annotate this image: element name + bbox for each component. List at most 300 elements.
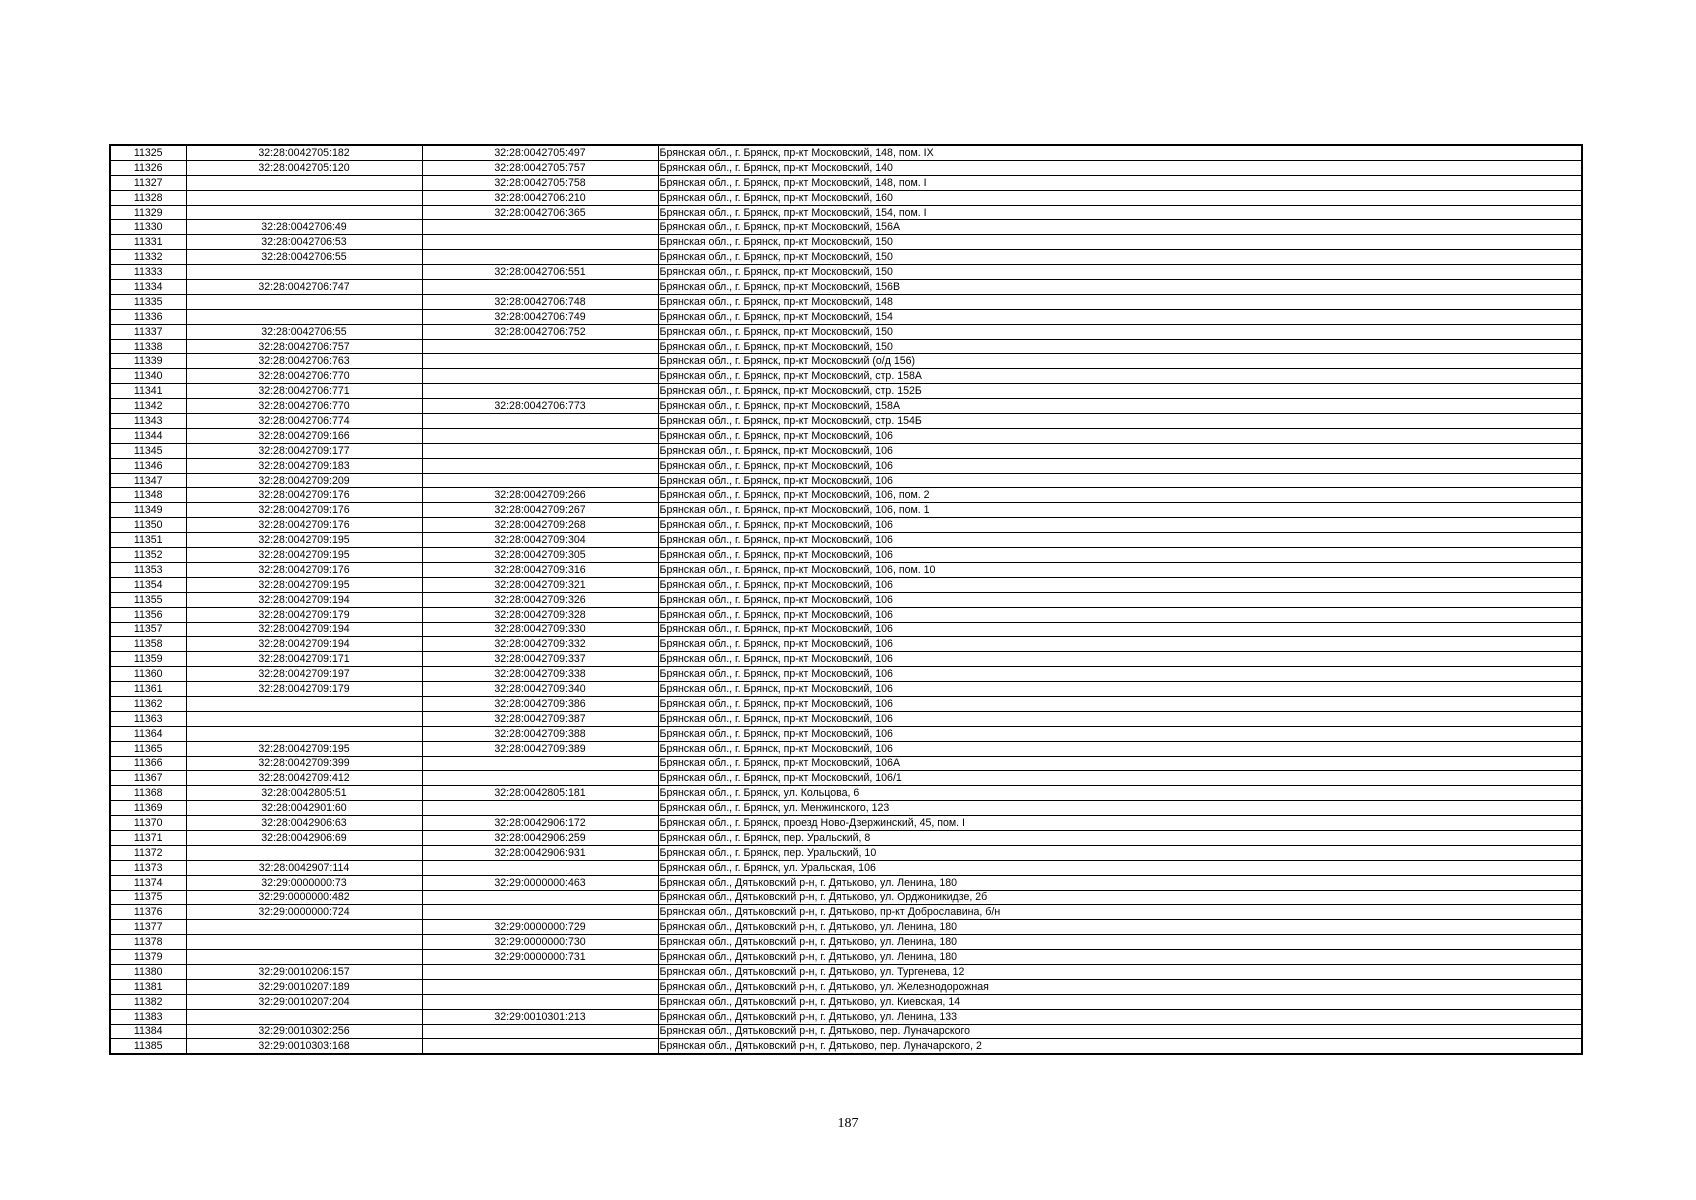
table-row xyxy=(110,756,1582,771)
land-cadastral-number-cell: 32:28:0042709:171 xyxy=(186,652,422,667)
table-row xyxy=(110,175,1582,190)
land-cadastral-number-cell: 32:29:0010207:204 xyxy=(186,994,422,1009)
object-cadastral-number-cell: 32:28:0042805:181 xyxy=(422,786,658,801)
object-cadastral-number-cell: 32:29:0000000:463 xyxy=(422,875,658,890)
land-cadastral-number-cell: 32:28:0042709:209 xyxy=(186,473,422,488)
object-cadastral-number-cell xyxy=(422,994,658,1009)
row-number-cell: 11372 xyxy=(110,845,186,860)
row-number-cell: 11367 xyxy=(110,771,186,786)
row-number-cell: 11370 xyxy=(110,816,186,831)
object-cadastral-number-cell: 32:28:0042709:267 xyxy=(422,503,658,518)
row-number-cell: 11350 xyxy=(110,518,186,533)
address-cell: Брянская обл., Дятьковский р-н, г. Дятьково, ул. Железнодорожная xyxy=(658,979,1582,994)
row-number-cell: 11385 xyxy=(110,1039,186,1054)
object-cadastral-number-cell: 32:28:0042709:305 xyxy=(422,548,658,563)
table-row xyxy=(110,399,1582,414)
row-number-cell: 11375 xyxy=(110,890,186,905)
row-number-cell: 11348 xyxy=(110,488,186,503)
land-cadastral-number-cell: 32:29:0010303:168 xyxy=(186,1039,422,1054)
row-number-cell: 11361 xyxy=(110,682,186,697)
row-number-cell: 11329 xyxy=(110,205,186,220)
land-cadastral-number-cell: 32:28:0042706:774 xyxy=(186,414,422,429)
object-cadastral-number-cell: 32:28:0042709:330 xyxy=(422,622,658,637)
land-cadastral-number-cell: 32:28:0042709:176 xyxy=(186,518,422,533)
address-cell: Брянская обл., г. Брянск, проезд Ново-Дзержинский, 45, пом. I xyxy=(658,816,1582,831)
table-row xyxy=(110,533,1582,548)
row-number-cell: 11365 xyxy=(110,741,186,756)
land-cadastral-number-cell xyxy=(186,205,422,220)
object-cadastral-number-cell xyxy=(422,860,658,875)
address-cell: Брянская обл., г. Брянск, пр-кт Московский, 106 xyxy=(658,652,1582,667)
object-cadastral-number-cell xyxy=(422,473,658,488)
land-cadastral-number-cell: 32:28:0042706:763 xyxy=(186,354,422,369)
table-row xyxy=(110,384,1582,399)
row-number-cell: 11332 xyxy=(110,250,186,265)
registry-table-body xyxy=(110,145,1582,1054)
object-cadastral-number-cell: 32:29:0000000:731 xyxy=(422,950,658,965)
table-row xyxy=(110,875,1582,890)
row-number-cell: 11357 xyxy=(110,622,186,637)
row-number-cell: 11330 xyxy=(110,220,186,235)
address-cell: Брянская обл., г. Брянск, пер. Уральский, 8 xyxy=(658,830,1582,845)
object-cadastral-number-cell: 32:28:0042906:172 xyxy=(422,816,658,831)
row-number-cell: 11359 xyxy=(110,652,186,667)
address-cell: Брянская обл., г. Брянск, пр-кт Московский, 106 xyxy=(658,577,1582,592)
object-cadastral-number-cell xyxy=(422,1024,658,1039)
land-cadastral-number-cell: 32:28:0042709:197 xyxy=(186,667,422,682)
row-number-cell: 11366 xyxy=(110,756,186,771)
table-row xyxy=(110,250,1582,265)
address-cell: Брянская обл., г. Брянск, пр-кт Московский, 150 xyxy=(658,265,1582,280)
table-row xyxy=(110,696,1582,711)
table-row xyxy=(110,1039,1582,1054)
row-number-cell: 11377 xyxy=(110,920,186,935)
object-cadastral-number-cell xyxy=(422,771,658,786)
row-number-cell: 11341 xyxy=(110,384,186,399)
address-cell: Брянская обл., Дятьковский р-н, г. Дятьково, пр-кт Доброславина, б/н xyxy=(658,905,1582,920)
row-number-cell: 11340 xyxy=(110,369,186,384)
table-row xyxy=(110,473,1582,488)
address-cell: Брянская обл., Дятьковский р-н, г. Дятьково, ул. Орджоникидзе, 2б xyxy=(658,890,1582,905)
address-cell: Брянская обл., г. Брянск, пр-кт Московский (о/д 156) xyxy=(658,354,1582,369)
address-cell: Брянская обл., г. Брянск, пр-кт Московский, 106, пом. 10 xyxy=(658,562,1582,577)
table-row xyxy=(110,1024,1582,1039)
address-cell: Брянская обл., г. Брянск, пр-кт Московский, 106 xyxy=(658,741,1582,756)
land-cadastral-number-cell xyxy=(186,950,422,965)
object-cadastral-number-cell xyxy=(422,339,658,354)
land-cadastral-number-cell: 32:28:0042706:55 xyxy=(186,324,422,339)
land-cadastral-number-cell: 32:28:0042705:182 xyxy=(186,145,422,160)
land-cadastral-number-cell: 32:28:0042901:60 xyxy=(186,801,422,816)
address-cell: Брянская обл., г. Брянск, пр-кт Московский, 106А xyxy=(658,756,1582,771)
address-cell: Брянская обл., г. Брянск, пр-кт Московский, 154 xyxy=(658,309,1582,324)
object-cadastral-number-cell xyxy=(422,414,658,429)
table-row xyxy=(110,324,1582,339)
land-cadastral-number-cell: 32:29:0010302:256 xyxy=(186,1024,422,1039)
land-cadastral-number-cell: 32:28:0042706:55 xyxy=(186,250,422,265)
address-cell: Брянская обл., г. Брянск, пр-кт Московский, 160 xyxy=(658,190,1582,205)
address-cell: Брянская обл., г. Брянск, пр-кт Московский, 150 xyxy=(658,250,1582,265)
table-row xyxy=(110,145,1582,160)
row-number-cell: 11344 xyxy=(110,428,186,443)
row-number-cell: 11384 xyxy=(110,1024,186,1039)
address-cell: Брянская обл., г. Брянск, пр-кт Московский, 106 xyxy=(658,711,1582,726)
land-cadastral-number-cell: 32:28:0042709:176 xyxy=(186,503,422,518)
object-cadastral-number-cell xyxy=(422,369,658,384)
address-cell: Брянская обл., г. Брянск, пр-кт Московский, 148, пом. I xyxy=(658,175,1582,190)
land-cadastral-number-cell: 32:29:0000000:724 xyxy=(186,905,422,920)
row-number-cell: 11358 xyxy=(110,637,186,652)
table-row xyxy=(110,1009,1582,1024)
address-cell: Брянская обл., г. Брянск, пр-кт Московский, 150 xyxy=(658,324,1582,339)
table-row xyxy=(110,488,1582,503)
address-cell: Брянская обл., г. Брянск, пр-кт Московский, 106 xyxy=(658,518,1582,533)
address-cell: Брянская обл., г. Брянск, пр-кт Московский, 106 xyxy=(658,533,1582,548)
object-cadastral-number-cell: 32:28:0042709:304 xyxy=(422,533,658,548)
object-cadastral-number-cell xyxy=(422,428,658,443)
address-cell: Брянская обл., г. Брянск, пр-кт Московский, 140 xyxy=(658,160,1582,175)
object-cadastral-number-cell: 32:28:0042706:749 xyxy=(422,309,658,324)
address-cell: Брянская обл., Дятьковский р-н, г. Дятьково, ул. Ленина, 180 xyxy=(658,935,1582,950)
address-cell: Брянская обл., Дятьковский р-н, г. Дятьково, пер. Луначарского xyxy=(658,1024,1582,1039)
land-cadastral-number-cell: 32:28:0042706:747 xyxy=(186,280,422,295)
table-row xyxy=(110,607,1582,622)
address-cell: Брянская обл., г. Брянск, пр-кт Московский, 106 xyxy=(658,637,1582,652)
object-cadastral-number-cell: 32:29:0000000:730 xyxy=(422,935,658,950)
table-row xyxy=(110,845,1582,860)
table-row xyxy=(110,920,1582,935)
row-number-cell: 11352 xyxy=(110,548,186,563)
table-row xyxy=(110,816,1582,831)
row-number-cell: 11363 xyxy=(110,711,186,726)
land-cadastral-number-cell xyxy=(186,175,422,190)
object-cadastral-number-cell: 32:28:0042709:388 xyxy=(422,726,658,741)
address-cell: Брянская обл., г. Брянск, ул. Менжинского, 123 xyxy=(658,801,1582,816)
land-cadastral-number-cell: 32:28:0042709:412 xyxy=(186,771,422,786)
land-cadastral-number-cell: 32:29:0010206:157 xyxy=(186,964,422,979)
address-cell: Брянская обл., г. Брянск, пр-кт Московский, 106 xyxy=(658,667,1582,682)
land-cadastral-number-cell xyxy=(186,294,422,309)
object-cadastral-number-cell: 32:28:0042709:338 xyxy=(422,667,658,682)
address-cell: Брянская обл., г. Брянск, пр-кт Московский, стр. 152Б xyxy=(658,384,1582,399)
address-cell: Брянская обл., г. Брянск, пр-кт Московский, 150 xyxy=(658,339,1582,354)
land-cadastral-number-cell: 32:28:0042709:194 xyxy=(186,592,422,607)
land-cadastral-number-cell: 32:28:0042709:177 xyxy=(186,443,422,458)
row-number-cell: 11353 xyxy=(110,562,186,577)
object-cadastral-number-cell: 32:28:0042709:316 xyxy=(422,562,658,577)
address-cell: Брянская обл., г. Брянск, пр-кт Московский, 106 xyxy=(658,443,1582,458)
table-row xyxy=(110,518,1582,533)
land-cadastral-number-cell: 32:28:0042709:195 xyxy=(186,533,422,548)
address-cell: Брянская обл., Дятьковский р-н, г. Дятьково, ул. Ленина, 180 xyxy=(658,950,1582,965)
address-cell: Брянская обл., г. Брянск, пр-кт Московский, 158А xyxy=(658,399,1582,414)
row-number-cell: 11376 xyxy=(110,905,186,920)
land-cadastral-number-cell xyxy=(186,935,422,950)
land-cadastral-number-cell: 32:28:0042709:195 xyxy=(186,741,422,756)
address-cell: Брянская обл., г. Брянск, пр-кт Московский, 106, пом. 2 xyxy=(658,488,1582,503)
object-cadastral-number-cell: 32:28:0042709:387 xyxy=(422,711,658,726)
table-row xyxy=(110,726,1582,741)
address-cell: Брянская обл., Дятьковский р-н, г. Дятьково, ул. Киевская, 14 xyxy=(658,994,1582,1009)
land-cadastral-number-cell xyxy=(186,711,422,726)
table-row xyxy=(110,830,1582,845)
table-row xyxy=(110,577,1582,592)
row-number-cell: 11374 xyxy=(110,875,186,890)
object-cadastral-number-cell xyxy=(422,890,658,905)
object-cadastral-number-cell: 32:29:0000000:729 xyxy=(422,920,658,935)
table-row xyxy=(110,562,1582,577)
address-cell: Брянская обл., г. Брянск, пр-кт Московский, 106/1 xyxy=(658,771,1582,786)
address-cell: Брянская обл., г. Брянск, пр-кт Московский, 106 xyxy=(658,622,1582,637)
table-row xyxy=(110,294,1582,309)
address-cell: Брянская обл., г. Брянск, пр-кт Московский, 156А xyxy=(658,220,1582,235)
row-number-cell: 11338 xyxy=(110,339,186,354)
table-row xyxy=(110,458,1582,473)
table-row xyxy=(110,280,1582,295)
land-cadastral-number-cell: 32:28:0042709:179 xyxy=(186,682,422,697)
row-number-cell: 11333 xyxy=(110,265,186,280)
land-cadastral-number-cell: 32:28:0042709:194 xyxy=(186,622,422,637)
address-cell: Брянская обл., г. Брянск, пр-кт Московский, 154, пом. I xyxy=(658,205,1582,220)
object-cadastral-number-cell: 32:28:0042906:259 xyxy=(422,830,658,845)
row-number-cell: 11381 xyxy=(110,979,186,994)
row-number-cell: 11335 xyxy=(110,294,186,309)
table-row xyxy=(110,890,1582,905)
table-row xyxy=(110,741,1582,756)
row-number-cell: 11364 xyxy=(110,726,186,741)
row-number-cell: 11339 xyxy=(110,354,186,369)
row-number-cell: 11378 xyxy=(110,935,186,950)
row-number-cell: 11369 xyxy=(110,801,186,816)
address-cell: Брянская обл., Дятьковский р-н, г. Дятьково, ул. Ленина, 180 xyxy=(658,875,1582,890)
address-cell: Брянская обл., Дятьковский р-н, г. Дятьково, ул. Ленина, 133 xyxy=(658,1009,1582,1024)
page-number: 187 xyxy=(837,1116,859,1131)
table-row xyxy=(110,220,1582,235)
row-number-cell: 11382 xyxy=(110,994,186,1009)
row-number-cell: 11336 xyxy=(110,309,186,324)
address-cell: Брянская обл., г. Брянск, пр-кт Московский, 106 xyxy=(658,696,1582,711)
table-row xyxy=(110,428,1582,443)
object-cadastral-number-cell: 32:28:0042906:931 xyxy=(422,845,658,860)
land-cadastral-number-cell xyxy=(186,920,422,935)
row-number-cell: 11351 xyxy=(110,533,186,548)
row-number-cell: 11334 xyxy=(110,280,186,295)
land-cadastral-number-cell xyxy=(186,190,422,205)
address-cell: Брянская обл., г. Брянск, пр-кт Московский, 106 xyxy=(658,458,1582,473)
row-number-cell: 11337 xyxy=(110,324,186,339)
land-cadastral-number-cell xyxy=(186,1009,422,1024)
address-cell: Брянская обл., г. Брянск, пр-кт Московский, 106 xyxy=(658,726,1582,741)
address-cell: Брянская обл., Дятьковский р-н, г. Дятьково, ул. Тургенева, 12 xyxy=(658,964,1582,979)
object-cadastral-number-cell xyxy=(422,801,658,816)
land-cadastral-number-cell: 32:28:0042709:194 xyxy=(186,637,422,652)
address-cell: Брянская обл., г. Брянск, пр-кт Московский, стр. 154Б xyxy=(658,414,1582,429)
table-row xyxy=(110,667,1582,682)
object-cadastral-number-cell xyxy=(422,384,658,399)
object-cadastral-number-cell xyxy=(422,280,658,295)
land-cadastral-number-cell: 32:28:0042709:399 xyxy=(186,756,422,771)
address-cell: Брянская обл., г. Брянск, пр-кт Московский, 106 xyxy=(658,548,1582,563)
land-cadastral-number-cell: 32:28:0042709:176 xyxy=(186,562,422,577)
object-cadastral-number-cell: 32:28:0042706:773 xyxy=(422,399,658,414)
table-row xyxy=(110,994,1582,1009)
table-row xyxy=(110,652,1582,667)
land-cadastral-number-cell xyxy=(186,265,422,280)
object-cadastral-number-cell xyxy=(422,1039,658,1054)
land-cadastral-number-cell: 32:29:0000000:482 xyxy=(186,890,422,905)
table-row xyxy=(110,443,1582,458)
object-cadastral-number-cell xyxy=(422,905,658,920)
table-row xyxy=(110,771,1582,786)
table-row xyxy=(110,190,1582,205)
table-row xyxy=(110,979,1582,994)
table-row xyxy=(110,309,1582,324)
registry-table xyxy=(109,144,1583,1055)
address-cell: Брянская обл., г. Брянск, ул. Кольцова, 6 xyxy=(658,786,1582,801)
row-number-cell: 11362 xyxy=(110,696,186,711)
row-number-cell: 11347 xyxy=(110,473,186,488)
address-cell: Брянская обл., г. Брянск, пр-кт Московский, 148 xyxy=(658,294,1582,309)
object-cadastral-number-cell xyxy=(422,964,658,979)
land-cadastral-number-cell: 32:28:0042709:195 xyxy=(186,548,422,563)
address-cell: Брянская обл., г. Брянск, ул. Уральская, 106 xyxy=(658,860,1582,875)
object-cadastral-number-cell: 32:28:0042705:757 xyxy=(422,160,658,175)
land-cadastral-number-cell: 32:28:0042709:166 xyxy=(186,428,422,443)
object-cadastral-number-cell: 32:29:0010301:213 xyxy=(422,1009,658,1024)
row-number-cell: 11371 xyxy=(110,830,186,845)
object-cadastral-number-cell xyxy=(422,979,658,994)
address-cell: Брянская обл., г. Брянск, пр-кт Московский, 150 xyxy=(658,235,1582,250)
object-cadastral-number-cell: 32:28:0042709:389 xyxy=(422,741,658,756)
address-cell: Брянская обл., г. Брянск, пр-кт Московский, 106 xyxy=(658,473,1582,488)
land-cadastral-number-cell xyxy=(186,726,422,741)
land-cadastral-number-cell: 32:29:0010207:189 xyxy=(186,979,422,994)
object-cadastral-number-cell xyxy=(422,458,658,473)
land-cadastral-number-cell: 32:28:0042706:771 xyxy=(186,384,422,399)
land-cadastral-number-cell: 32:28:0042907:114 xyxy=(186,860,422,875)
table-row xyxy=(110,682,1582,697)
table-row xyxy=(110,414,1582,429)
land-cadastral-number-cell: 32:28:0042705:120 xyxy=(186,160,422,175)
table-row xyxy=(110,801,1582,816)
land-cadastral-number-cell: 32:28:0042805:51 xyxy=(186,786,422,801)
land-cadastral-number-cell: 32:28:0042709:179 xyxy=(186,607,422,622)
row-number-cell: 11346 xyxy=(110,458,186,473)
object-cadastral-number-cell xyxy=(422,354,658,369)
table-row xyxy=(110,860,1582,875)
object-cadastral-number-cell: 32:28:0042706:748 xyxy=(422,294,658,309)
object-cadastral-number-cell: 32:28:0042709:386 xyxy=(422,696,658,711)
row-number-cell: 11325 xyxy=(110,145,186,160)
row-number-cell: 11349 xyxy=(110,503,186,518)
table-row xyxy=(110,711,1582,726)
object-cadastral-number-cell xyxy=(422,220,658,235)
land-cadastral-number-cell: 32:28:0042906:69 xyxy=(186,830,422,845)
row-number-cell: 11360 xyxy=(110,667,186,682)
row-number-cell: 11355 xyxy=(110,592,186,607)
land-cadastral-number-cell xyxy=(186,845,422,860)
table-row xyxy=(110,548,1582,563)
row-number-cell: 11354 xyxy=(110,577,186,592)
land-cadastral-number-cell: 32:29:0000000:73 xyxy=(186,875,422,890)
table-row xyxy=(110,592,1582,607)
table-row xyxy=(110,265,1582,280)
object-cadastral-number-cell: 32:28:0042709:340 xyxy=(422,682,658,697)
row-number-cell: 11328 xyxy=(110,190,186,205)
row-number-cell: 11345 xyxy=(110,443,186,458)
address-cell: Брянская обл., г. Брянск, пр-кт Московский, 106 xyxy=(658,428,1582,443)
object-cadastral-number-cell xyxy=(422,235,658,250)
table-row xyxy=(110,950,1582,965)
object-cadastral-number-cell: 32:28:0042709:328 xyxy=(422,607,658,622)
table-row xyxy=(110,786,1582,801)
address-cell: Брянская обл., Дятьковский р-н, г. Дятьково, пер. Луначарского, 2 xyxy=(658,1039,1582,1054)
row-number-cell: 11343 xyxy=(110,414,186,429)
row-number-cell: 11327 xyxy=(110,175,186,190)
table-row xyxy=(110,935,1582,950)
address-cell: Брянская обл., г. Брянск, пер. Уральский, 10 xyxy=(658,845,1582,860)
address-cell: Брянская обл., г. Брянск, пр-кт Московский, 106 xyxy=(658,682,1582,697)
land-cadastral-number-cell: 32:28:0042706:770 xyxy=(186,369,422,384)
land-cadastral-number-cell: 32:28:0042706:49 xyxy=(186,220,422,235)
object-cadastral-number-cell: 32:28:0042706:210 xyxy=(422,190,658,205)
object-cadastral-number-cell: 32:28:0042709:332 xyxy=(422,637,658,652)
table-row xyxy=(110,905,1582,920)
address-cell: Брянская обл., г. Брянск, пр-кт Московский, 106, пом. 1 xyxy=(658,503,1582,518)
object-cadastral-number-cell: 32:28:0042709:321 xyxy=(422,577,658,592)
object-cadastral-number-cell: 32:28:0042705:497 xyxy=(422,145,658,160)
address-cell: Брянская обл., Дятьковский р-н, г. Дятьково, ул. Ленина, 180 xyxy=(658,920,1582,935)
row-number-cell: 11380 xyxy=(110,964,186,979)
table-row xyxy=(110,964,1582,979)
land-cadastral-number-cell xyxy=(186,309,422,324)
address-cell: Брянская обл., г. Брянск, пр-кт Московский, 148, пом. IX xyxy=(658,145,1582,160)
row-number-cell: 11383 xyxy=(110,1009,186,1024)
table-row xyxy=(110,369,1582,384)
table-row xyxy=(110,235,1582,250)
land-cadastral-number-cell: 32:28:0042706:53 xyxy=(186,235,422,250)
address-cell: Брянская обл., г. Брянск, пр-кт Московский, 106 xyxy=(658,607,1582,622)
row-number-cell: 11331 xyxy=(110,235,186,250)
table-row xyxy=(110,503,1582,518)
table-row xyxy=(110,339,1582,354)
land-cadastral-number-cell: 32:28:0042706:757 xyxy=(186,339,422,354)
table-row xyxy=(110,205,1582,220)
address-cell: Брянская обл., г. Брянск, пр-кт Московский, 156В xyxy=(658,280,1582,295)
object-cadastral-number-cell: 32:28:0042709:266 xyxy=(422,488,658,503)
row-number-cell: 11342 xyxy=(110,399,186,414)
object-cadastral-number-cell: 32:28:0042706:551 xyxy=(422,265,658,280)
object-cadastral-number-cell: 32:28:0042709:268 xyxy=(422,518,658,533)
row-number-cell: 11356 xyxy=(110,607,186,622)
object-cadastral-number-cell: 32:28:0042706:365 xyxy=(422,205,658,220)
table-row xyxy=(110,622,1582,637)
row-number-cell: 11373 xyxy=(110,860,186,875)
table-row xyxy=(110,354,1582,369)
table-row xyxy=(110,160,1582,175)
object-cadastral-number-cell: 32:28:0042706:752 xyxy=(422,324,658,339)
row-number-cell: 11379 xyxy=(110,950,186,965)
address-cell: Брянская обл., г. Брянск, пр-кт Московский, 106 xyxy=(658,592,1582,607)
object-cadastral-number-cell xyxy=(422,250,658,265)
row-number-cell: 11368 xyxy=(110,786,186,801)
land-cadastral-number-cell xyxy=(186,696,422,711)
land-cadastral-number-cell: 32:28:0042906:63 xyxy=(186,816,422,831)
object-cadastral-number-cell: 32:28:0042709:337 xyxy=(422,652,658,667)
object-cadastral-number-cell: 32:28:0042705:758 xyxy=(422,175,658,190)
object-cadastral-number-cell xyxy=(422,443,658,458)
table-row xyxy=(110,637,1582,652)
